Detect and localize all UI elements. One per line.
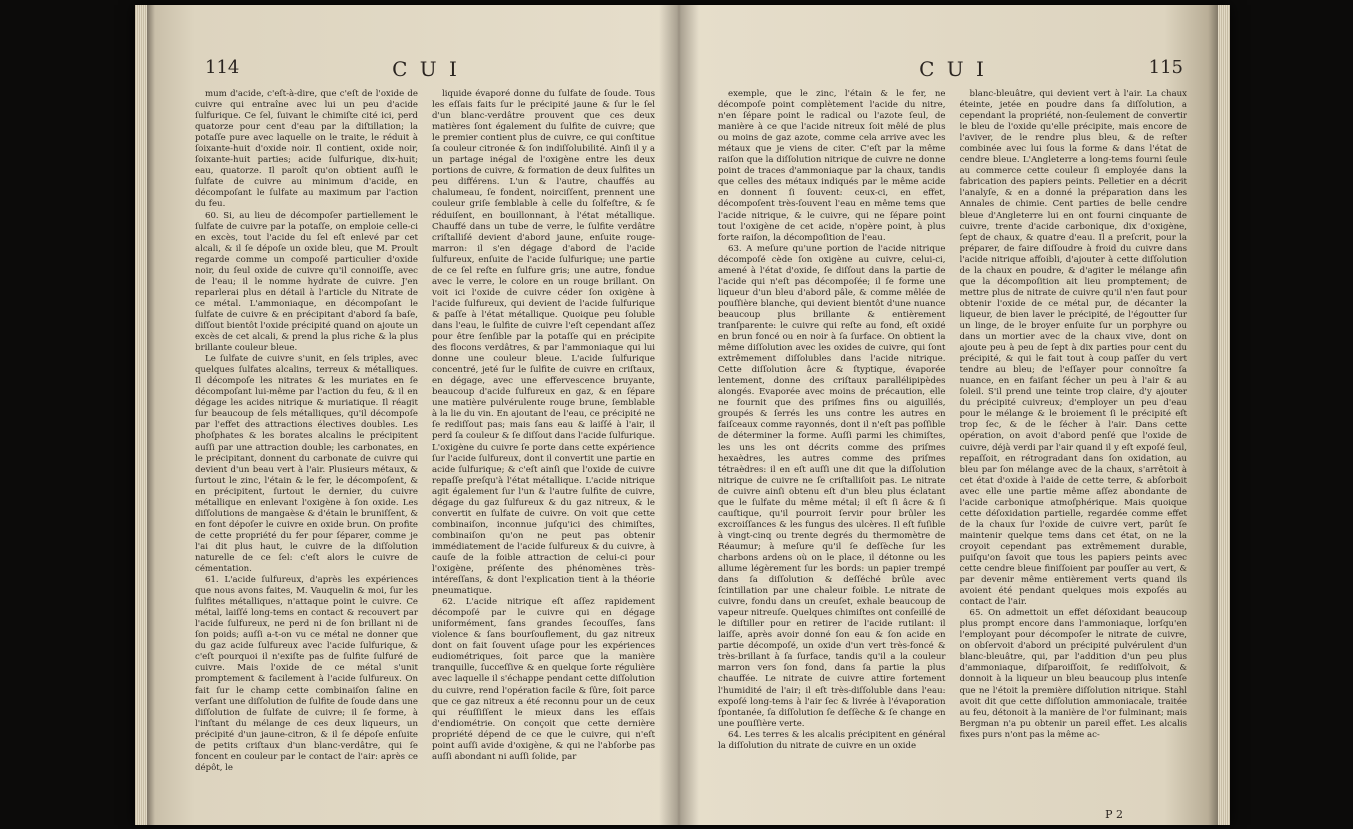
right-running-head: C U I xyxy=(919,57,987,81)
right-column-2 xyxy=(960,89,1188,815)
left-page xyxy=(155,5,667,825)
left-column-1 xyxy=(195,89,418,815)
left-page-columns xyxy=(195,89,655,815)
right-page-columns xyxy=(718,89,1187,815)
paragraph: 65. On admettoit un effet déſoxidant beaucoup plus prompt encore dans l'ammoniaque, lorſqu'en l'employant pour décompoſer le nitrate de cuivre, on obſervoit d'abord un précipité pulvérulent d'un blanc-bleuâtre, qui, par l'addition d'un peu plus d'ammoniaque, diſparoiſſoit, ſe rediſſolvoit, & donnoit à la liqueur un bleu beaucoup plus intenſe que ne l'étoit la première diſſolution nitrique. Stahl avoit dit que cette diſſolution ammoniacale, traitée au feu, détonoit à la manière de l'or fulminant; mais Bergman n'a pu obtenir un pareil effet. Les alcalis fixes purs n'ont pas la même ac- xyxy=(959,608,1187,740)
paragraph: 61. L'acide ſulfureux, d'après les expériences que nous avons faites, M. Vauquelin & moi, ſur les ſulfites métalliques, n'attaque point le cuivre. Ce métal, laiſſé long-tems en contact & recouvert par l'acide ſulfureux, ne perd ni de ſon brillant ni de ſon poids; auſſi a-t-on vu ce métal ne donner que du gaz acide ſulfureux avec l'acide ſulfurique, & c'eſt pourquoi il n'exiſte pas de ſulfite ſulfuré de cuivre. Mais l'oxide de ce métal s'unit promptement & facilement à l'acide ſulfureux. On fait ſur le champ cette combinaiſon ſaline en verſant une diſſolution de ſulfite de ſoude dans une diſſolution de ſulfate de cuivre; il ſe forme, à l'inſtant du mélange de ces deux liqueurs, un précipité d'un jaune-citron, & il ſe dépoſe enſuite de petits criſtaux d'un blanc-verdâtre, qui ſe foncent en couleur par le contact de l'air: après ce dépôt, le xyxy=(195,575,418,773)
right-page-header xyxy=(723,57,1183,83)
signature-mark: P 2 xyxy=(1105,808,1123,821)
left-page-number: 114 xyxy=(205,57,240,78)
paragraph: mum d'acide, c'eſt-à-dire, que c'eſt de l'oxide de cuivre qui entraîne avec lui un peu d'acide ſulfurique. Ce ſel, ſuivant le chimiſte cité ici, perd quatorze pour cent d'eau par la diſtillation; la potaſſe pure avec laquelle on le traite, le réduit à ſoixante-huit d'oxide noir. Il contient, oxide noir, ſoixante-huit parties; acide ſulfurique, dix-huit; eau, quatorze. Il paroît qu'on obtient auſſi le ſulfate de cuivre au minimum d'acide, en décompoſant le ſulfate au maximum par l'action du feu. xyxy=(195,89,418,210)
paragraph: 60. Si, au lieu de décompoſer partiellement le ſulfate de cuivre par la potaſſe, on emploie celle-ci en excès, tout l'acide du ſel eſt enlevé par cet alcali, & il ſe dépoſe un oxide bleu, que M. Proult regarde comme un compoſé particulier d'oxide noir, du ſeul oxide de cuivre qu'il connoiſſe, avec de l'eau; il le nomme hydrate de cuivre. J'en reparlerai plus en détail à l'article du Nitrate de ce métal. L'ammoniaque, en décompoſant le ſulfate de cuivre & en précipitant d'abord ſa baſe, diſſout bientôt l'oxide précipité quand on ajoute un excès de cet alcali, & prend la plus riche & la plus brillante couleur bleue. xyxy=(195,210,418,354)
right-column-1 xyxy=(718,89,946,815)
right-page-edges xyxy=(1218,5,1230,825)
paragraph: Le ſulfate de cuivre s'unit, en ſels triples, avec quelques ſulfates alcalins, terreux & métalliques. Il décompoſe les nitrates & les muriates en ſe décompoſant lui-même par l'action du feu, & il en dégage les acides nitrique & muriatique. Il réagit ſur beaucoup de ſels métalliques, qu'il décompoſe par l'effet des attractions électives doubles. Les phoſphates & les borates alcalins le précipitent auſſi par une attraction double; les carbonates, en le précipitant, donnent du carbonate de cuivre qui devient d'un beau vert à l'air. Plusieurs métaux, & ſurtout le zinc, l'étain & le fer, le décompoſent, & en précipitent, ſurtout le dernier, du cuivre métallique en enlevant l'oxigène à ſon oxide. Les diſſolutions de mangaèse & d'étain le bruniſſent, & en font dépoſer le cuivre en oxide brun. On profite de cette propriété du fer pour ſéparer, comme je l'ai dit plus haut, le cuivre de la diſſolution naturelle de ce ſel: c'eſt alors le cuivre de cémentation. xyxy=(195,354,418,575)
left-column-2 xyxy=(432,89,655,815)
paragraph: blanc-bleuâtre, qui devient vert à l'air. La chaux éteinte, jetée en poudre dans ſa diſſolution, a cependant la propriété, non-ſeulement de convertir le bleu de l'oxide qu'elle précipite, mais encore de l'aviver, de le rendre plus bleu, & de reſter combinée avec lui ſous la forme & dans l'état de cendre bleue. L'Angleterre a long-tems fourni ſeule au commerce cette couleur ſi employée dans la fabrication des papiers peints. Pelletier en a décrit l'analyſe, & en a donné la préparation dans les Annales de chimie. Cent parties de belle cendre bleue d'Angleterre lui en ont fourni cinquante de cuivre, trente d'acide carbonique, dix d'oxigène, ſept de chaux, & quatre d'eau. Il a preſcrit, pour la préparer, de faire diſſoudre à froid du cuivre dans l'acide nitrique affoibli, d'ajouter à cette diſſolution de la chaux en poudre, & d'agiter le mélange afin que la décompoſition ait lieu promptement; de mettre plus de nitrate de cuivre qu'il n'en faut pour obtenir l'oxide de ce métal pur, de décanter la liqueur, de bien laver le précipité, de l'égoutter ſur un linge, de le broyer enſuite ſur un porphyre ou dans un mortier avec de la chaux vive, dont on ajoute peu à peu de ſept à dix parties pour cent du précipité, & qui le fait tout à coup paſſer du vert tendre au bleu; de l'eſſayer pour connoître ſa nuance, en en faiſant ſécher un peu à l'air & au ſoleil. S'il prend une teinte trop claire, d'y ajouter du précipité cuivreux; d'employer un peu d'eau pour le mélange & le broiement ſi le précipité eſt trop ſec, & de le ſécher à l'air. Dans cette opération, on avoit d'abord penſé que l'oxide de cuivre, déjà verdi par l'air quand il y eſt expoſé ſeul, repaſſoit, en rétrogradant dans ſon oxidation, au bleu par ſon mélange avec de la chaux, s'arrêtoit à cet état d'oxide à l'aide de cette terre, & abſorboit avec elle une partie même aſſez abondante de l'acide carbonique atmoſphérique. Mais quoique cette déſoxidation partielle, regardée comme effet de la chaux ſur l'oxide de cuivre vert, parût ſe maintenir quelque tems dans cet état, on ne la croyoit cependant pas extrêmement durable, puiſqu'on ſavoit que tous les papiers peints avec cette cendre bleue finiſſoient par pouſſer au vert, & par devenir même entièrement verts quand ils avoient été pendant quelques mois expoſés au contact de l'air. xyxy=(959,89,1187,608)
left-running-head: C U I xyxy=(392,57,460,81)
left-page-header xyxy=(205,57,647,83)
right-page-number: 115 xyxy=(1148,57,1183,78)
right-page xyxy=(693,5,1213,825)
paragraph: 62. L'acide nitrique eſt aſſez rapidement décompoſé par le cuivre qui en dégage uniformément, ſans grandes ſecouſſes, ſans violence & ſans bourſouflement, du gaz nitreux dont on fait ſouvent uſage pour les expériences eudiométriques, ſoit parce que la manière tranquille, ſucceſſive & en quelque ſorte régulière avec laquelle il s'échappe pendant cette diſſolution du cuivre, rend l'opération facile & ſûre, ſoit parce que ce gaz nitreux a été reconnu pour un de ceux qui réuſſiſſent le mieux dans les eſſais d'endiométrie. On conçoit que cette dernière propriété dépend de ce que le cuivre, qui n'eſt point auſſi avide d'oxigène, & qui ne l'abſorbe pas auſſi abondant ni auſſi ſolide, par xyxy=(432,597,655,762)
left-page-edges xyxy=(135,5,147,825)
paragraph: 63. A meſure qu'une portion de l'acide nitrique décompoſé cède ſon oxigène au cuivre, celui-ci, amené à l'état d'oxide, ſe diſſout dans la partie de l'acide qui n'eſt pas décompoſée; il ſe forme une liqueur d'un bleu d'abord pâle, & comme mêlée de pouſſière blanche, qui devient bientôt d'une nuance beaucoup plus brillante & entièrement tranſparente: le cuivre qui reſte au fond, eſt oxidé en brun foncé ou en noir à ſa ſurface. On obtient la même diſſolution avec les oxides de cuivre, qui ſont extrêmement diſſolubles dans l'acide nitrique. Cette diſſolution âcre & ſtyptique, évaporée lentement, donne des criſtaux parallélipipèdes alongés. Evaporée avec moins de précaution, elle ne fournit que des priſmes fins ou aiguillés, groupés & ſerrés les uns contre les autres en faiſceaux comme rayonnés, dont il n'eſt pas poſſible de déterminer la forme. Auſſi parmi les chimiſtes, les uns les ont décrits comme des priſmes hexaèdres, les autres comme des priſmes tétraèdres: il en eſt auſſi une dit que la diſſolution nitrique de cuivre ne ſe criſtalliſoit pas. Le nitrate de cuivre ainſi obtenu eſt d'un bleu plus éclatant que le ſulfate du même métal; il eſt ſi âcre & ſi cauſtique, qu'il pourroit ſervir pour brûler les excroiſſances & les fungus des ulcères. Il eſt fuſible à vingt-cinq ou trente degrés du thermomètre de Réaumur; à meſure qu'il ſe deſſèche ſur les charbons ardens où on le place, il détonne ou les allume légèrement ſur les bords: un papier trempé dans ſa diſſolution & deſſéché brûle avec ſcintillation par une chaleur foible. Le nitrate de cuivre, fondu dans un creuſet, exhale beaucoup de vapeur nitreuſe. Quelques chimiſtes ont conſeillé de le diſtiller pour en retirer de l'acide rutilant: il laiſſe, après avoir donné ſon eau & ſon acide en partie décompoſé, un oxide d'un vert très-foncé & très-brillant à ſa ſurface, tandis qu'il a la couleur marron vers ſon fond, dans ſa partie la plus chauffée. Le nitrate de cuivre attire fortement l'humidité de l'air; il eſt très-diſſoluble dans l'eau: expoſé long-tems à l'air ſec & livrée à l'évaporation ſpontanée, ſa diſſolution ſe deſſèche & ſe change en une pouſſière verte. xyxy=(718,243,946,729)
paragraph: liquide évaporé donne du ſulfate de ſoude. Tous les eſſais faits ſur le précipité jaune & ſur le ſel d'un blanc-verdâtre prouvent que ces deux matières ſont également du ſulfite de cuivre; que le premier contient plus de cuivre, ce qui conſtitue ſa couleur citronée & ſon indiſſolubilité. Ainſi il y a un partage inégal de l'oxigène entre les deux portions de cuivre, & formation de deux ſulfites un peu différens. L'un & l'autre, chauffés au chalumeau, ſe fondent, noirciſſent, prennent une couleur griſe ſemblable à celle du ſolfeſtre, & ſe réduiſent, en bouillonnant, à l'état métallique. Chauffé dans un tube de verre, le ſulfite verdâtre criſtalliſé devient d'abord jaune, enſuite rouge-marron: il s'en dégage d'abord de l'acide ſulfureux, enſuite de l'acide ſulfurique; une partie de ce ſel reſte en ſulfure gris; une autre, fondue avec le verre, le colore en un rouge brillant. On voit ici l'oxide de cuivre céder ſon oxigène à l'acide ſulfureux, qui devient de l'acide ſulfurique & paſſe à l'état métallique. Quoique peu ſoluble dans l'eau, le ſulfite de cuivre l'eſt cependant aſſez pour être ſenſible par la potaſſe qui en précipite des flocons verdâtres, & par l'ammoniaque qui lui donne une couleur bleue. L'acide ſulfurique concentré, jeté ſur le ſulfite de cuivre en criſtaux, en dégage, avec une effervescence bruyante, beaucoup d'acide ſulfureux en gaz, & en ſépare une matière pulvérulente rouge brune, ſemblable à la lie du vin. En ajoutant de l'eau, ce précipité ne ſe rediſſout pas; mais ſans eau & laiſſé à l'air, il perd ſa couleur & ſe diſſout dans l'acide ſulfurique. L'oxigène du cuivre ſe porte dans cette expérience ſur l'acide ſulfureux, dont il convertit une partie en acide ſulfurique; & c'eſt ainſi que l'oxide de cuivre repaſſe preſqu'à l'état métallique. L'acide nitrique agit également ſur l'un & l'autre ſulfite de cuivre, dégage du gaz ſulfureux & du gaz nitreux, & le convertit en ſulfate de cuivre. On voit que cette combinaiſon, inconnue juſqu'ici des chimiſtes, combinaiſon qu'on ne peut pas obtenir immédiatement de l'acide ſulfureux & du cuivre, à cauſe de la foible attraction de celui-ci pour l'oxigène, préſente des phénomènes très-intéreſſans, & dont l'explication tient à la théorie pneumatique. xyxy=(432,89,655,597)
paragraph: 64. Les terres & les alcalis précipitent en général la diſſolution du nitrate de cuivre en un oxide xyxy=(718,729,946,751)
open-book xyxy=(135,5,1230,825)
paragraph: exemple, que le zinc, l'étain & le fer, ne décompoſe point complètement l'acide du nitre, n'en ſépare point le radical ou l'azote ſeul, de manière à ce que l'acide nitreux ſoit mêlé de plus ou moins de gaz azote, comme cela arrive avec les métaux que je viens de citer. C'eſt par la même raiſon que la diſſolution nitrique de cuivre ne donne point de traces d'ammoniaque par la chaux, tandis que celles des métaux indiqués par le même acide en donnent ſi ſouvent: ceux-ci, en effet, décompoſent très-ſouvent l'eau en même tems que l'acide nitrique, & le cuivre, qui ne ſépare point tout l'oxigène de cet acide, n'opère point, à plus forte raiſon, la décompoſition de l'eau. xyxy=(718,89,946,243)
